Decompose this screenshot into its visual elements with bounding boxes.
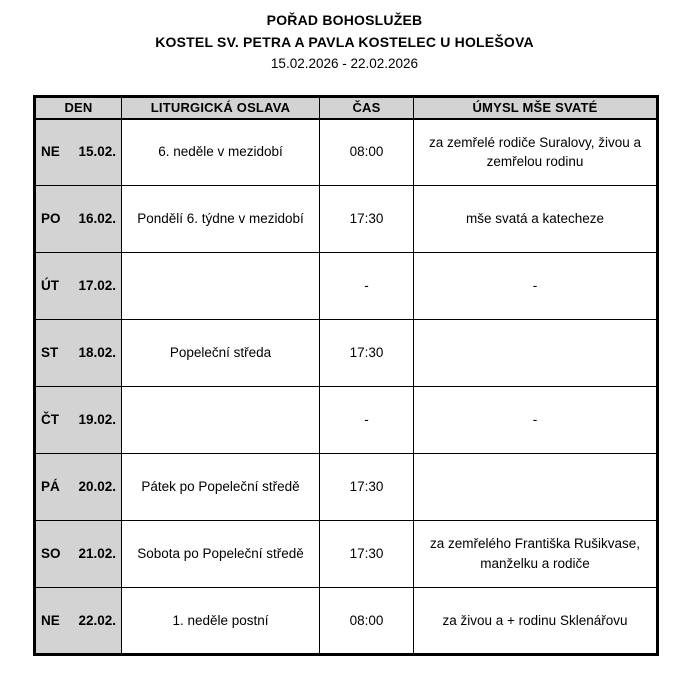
- time-cell: -: [320, 387, 414, 454]
- day-abbrev: ST: [41, 345, 59, 361]
- celebration-cell: Popeleční středa: [122, 320, 320, 387]
- day-cell: [35, 320, 122, 387]
- day-date: 22.02.: [78, 612, 116, 628]
- day-abbrev: ČT: [41, 412, 59, 428]
- intention-cell: za živou a + rodinu Sklenářovu: [414, 588, 658, 655]
- day-abbrev: ÚT: [41, 278, 59, 294]
- day-date: 20.02.: [78, 479, 116, 495]
- table-row: [35, 320, 658, 387]
- intention-cell: -: [414, 253, 658, 320]
- column-header-time: ČAS: [320, 97, 414, 119]
- column-header-intention: ÚMYSL MŠE SVATÉ: [414, 97, 658, 119]
- day-cell: [35, 186, 122, 253]
- week-date-range: 15.02.2026 - 22.02.2026: [270, 56, 419, 71]
- time-cell: 17:30: [320, 454, 414, 521]
- column-header-celebration: LITURGICKÁ OSLAVA: [122, 97, 320, 119]
- time-cell: -: [320, 253, 414, 320]
- day-date: 16.02.: [78, 211, 116, 227]
- table-row: [35, 521, 658, 588]
- time-cell: 17:30: [320, 186, 414, 253]
- day-abbrev: NE: [41, 612, 60, 628]
- celebration-cell: Sobota po Popeleční středě: [122, 521, 320, 588]
- table-row: [35, 186, 658, 253]
- table-header-row: [35, 97, 658, 119]
- church-name: KOSTEL SV. PETRA A PAVLA KOSTELEC U HOLEŠOVA: [155, 34, 534, 50]
- intention-cell: za zemřelého Františka Rušikvase, manželku a rodiče: [414, 521, 658, 588]
- time-cell: 08:00: [320, 119, 414, 186]
- column-header-day: DEN: [35, 97, 122, 119]
- intention-cell: -: [414, 387, 658, 454]
- day-cell: [35, 387, 122, 454]
- intention-cell: za zemřelé rodiče Suralovy, živou a zemřelou rodinu: [414, 119, 658, 186]
- day-date: 18.02.: [78, 345, 116, 361]
- mass-schedule-table: [33, 95, 659, 656]
- day-date: 15.02.: [78, 144, 116, 160]
- celebration-cell: [122, 253, 320, 320]
- time-cell: 08:00: [320, 588, 414, 655]
- day-abbrev: NE: [41, 144, 60, 160]
- day-date: 19.02.: [78, 412, 116, 428]
- document-header: [0, 0, 689, 74]
- table-row: [35, 387, 658, 454]
- celebration-cell: 1. neděle postní: [122, 588, 320, 655]
- day-date: 21.02.: [78, 546, 116, 562]
- intention-cell: [414, 320, 658, 387]
- table-row: [35, 588, 658, 655]
- table-row: [35, 454, 658, 521]
- day-cell: [35, 253, 122, 320]
- time-cell: 17:30: [320, 521, 414, 588]
- intention-cell: mše svatá a katecheze: [414, 186, 658, 253]
- intention-cell: [414, 454, 658, 521]
- celebration-cell: [122, 387, 320, 454]
- celebration-cell: Pondělí 6. týdne v mezidobí: [122, 186, 320, 253]
- day-cell: [35, 119, 122, 186]
- day-cell: [35, 588, 122, 655]
- celebration-cell: Pátek po Popeleční středě: [122, 454, 320, 521]
- day-cell: [35, 521, 122, 588]
- day-abbrev: SO: [41, 546, 61, 562]
- celebration-cell: 6. neděle v mezidobí: [122, 119, 320, 186]
- day-abbrev: PÁ: [41, 479, 60, 495]
- day-abbrev: PO: [41, 211, 61, 227]
- day-date: 17.02.: [78, 278, 116, 294]
- time-cell: 17:30: [320, 320, 414, 387]
- page-title: POŘAD BOHOSLUŽEB: [266, 12, 423, 28]
- table-row: [35, 119, 658, 186]
- day-cell: [35, 454, 122, 521]
- table-row: [35, 253, 658, 320]
